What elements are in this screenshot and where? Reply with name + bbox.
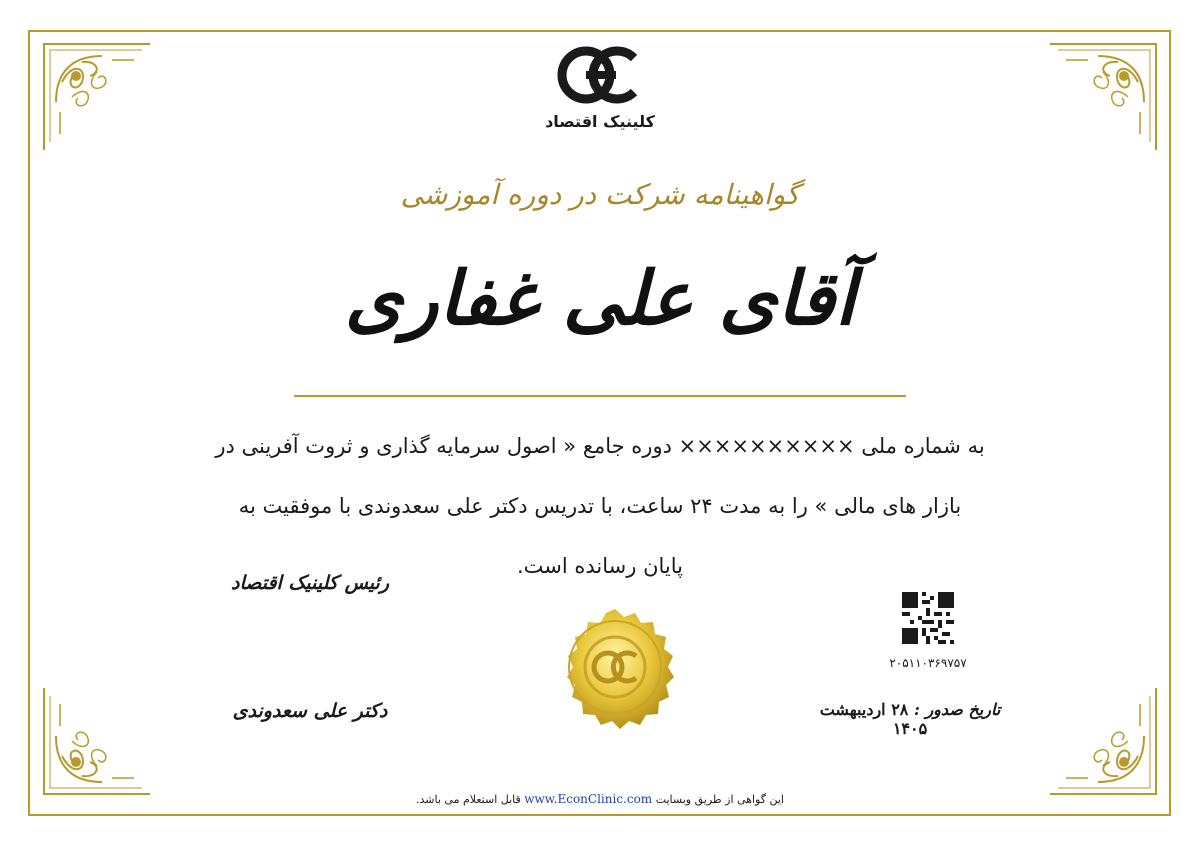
name-divider xyxy=(294,395,906,397)
issue-date-label: تاریخ صدور : xyxy=(913,700,1001,719)
corner-ornament-icon xyxy=(42,686,152,796)
verification-footer xyxy=(300,792,900,806)
certificate-subtitle: گواهینامه شرکت در دوره آموزشی xyxy=(400,178,800,211)
body-line: به شماره ملی ×××××××××× دوره جامع « اصول سرمایه گذاری و ثروت آفرینی در xyxy=(215,434,985,458)
corner-ornament-icon xyxy=(1048,42,1158,152)
signatory-title: رئیس کلینیک اقتصاد xyxy=(230,572,389,594)
ec-monogram-icon xyxy=(556,44,642,106)
brand-name: کلینیک اقتصاد xyxy=(545,112,655,131)
corner-ornament-icon xyxy=(42,42,152,152)
issue-date-value: ۲۸ اردیبهشت ۱۴۰۵ xyxy=(819,700,928,738)
body-line: بازار های مالی » را به مدت ۲۴ ساعت، با تدریس دکتر علی سعدوندی با موفقیت به xyxy=(238,494,962,518)
gold-seal-icon xyxy=(540,592,690,742)
website-link[interactable]: www.EconClinic.com xyxy=(524,792,653,806)
corner-ornament-icon xyxy=(1048,686,1158,796)
signatory-name: دکتر علی سعدوندی xyxy=(232,700,388,722)
certificate-body xyxy=(180,416,1020,596)
footer-text-before: این گواهی از طریق وبسایت xyxy=(655,793,784,806)
footer-text-after: قابل استعلام می باشد. xyxy=(416,793,521,806)
qr-code-icon xyxy=(902,592,954,644)
body-line: پایان رسانده است. xyxy=(517,554,683,578)
issue-date xyxy=(800,700,1020,738)
verification-code: ۲۰۵۱۱۰۳۶۹۷۵۷ xyxy=(889,656,967,670)
recipient-name: آقای علی غفاری xyxy=(344,256,856,342)
